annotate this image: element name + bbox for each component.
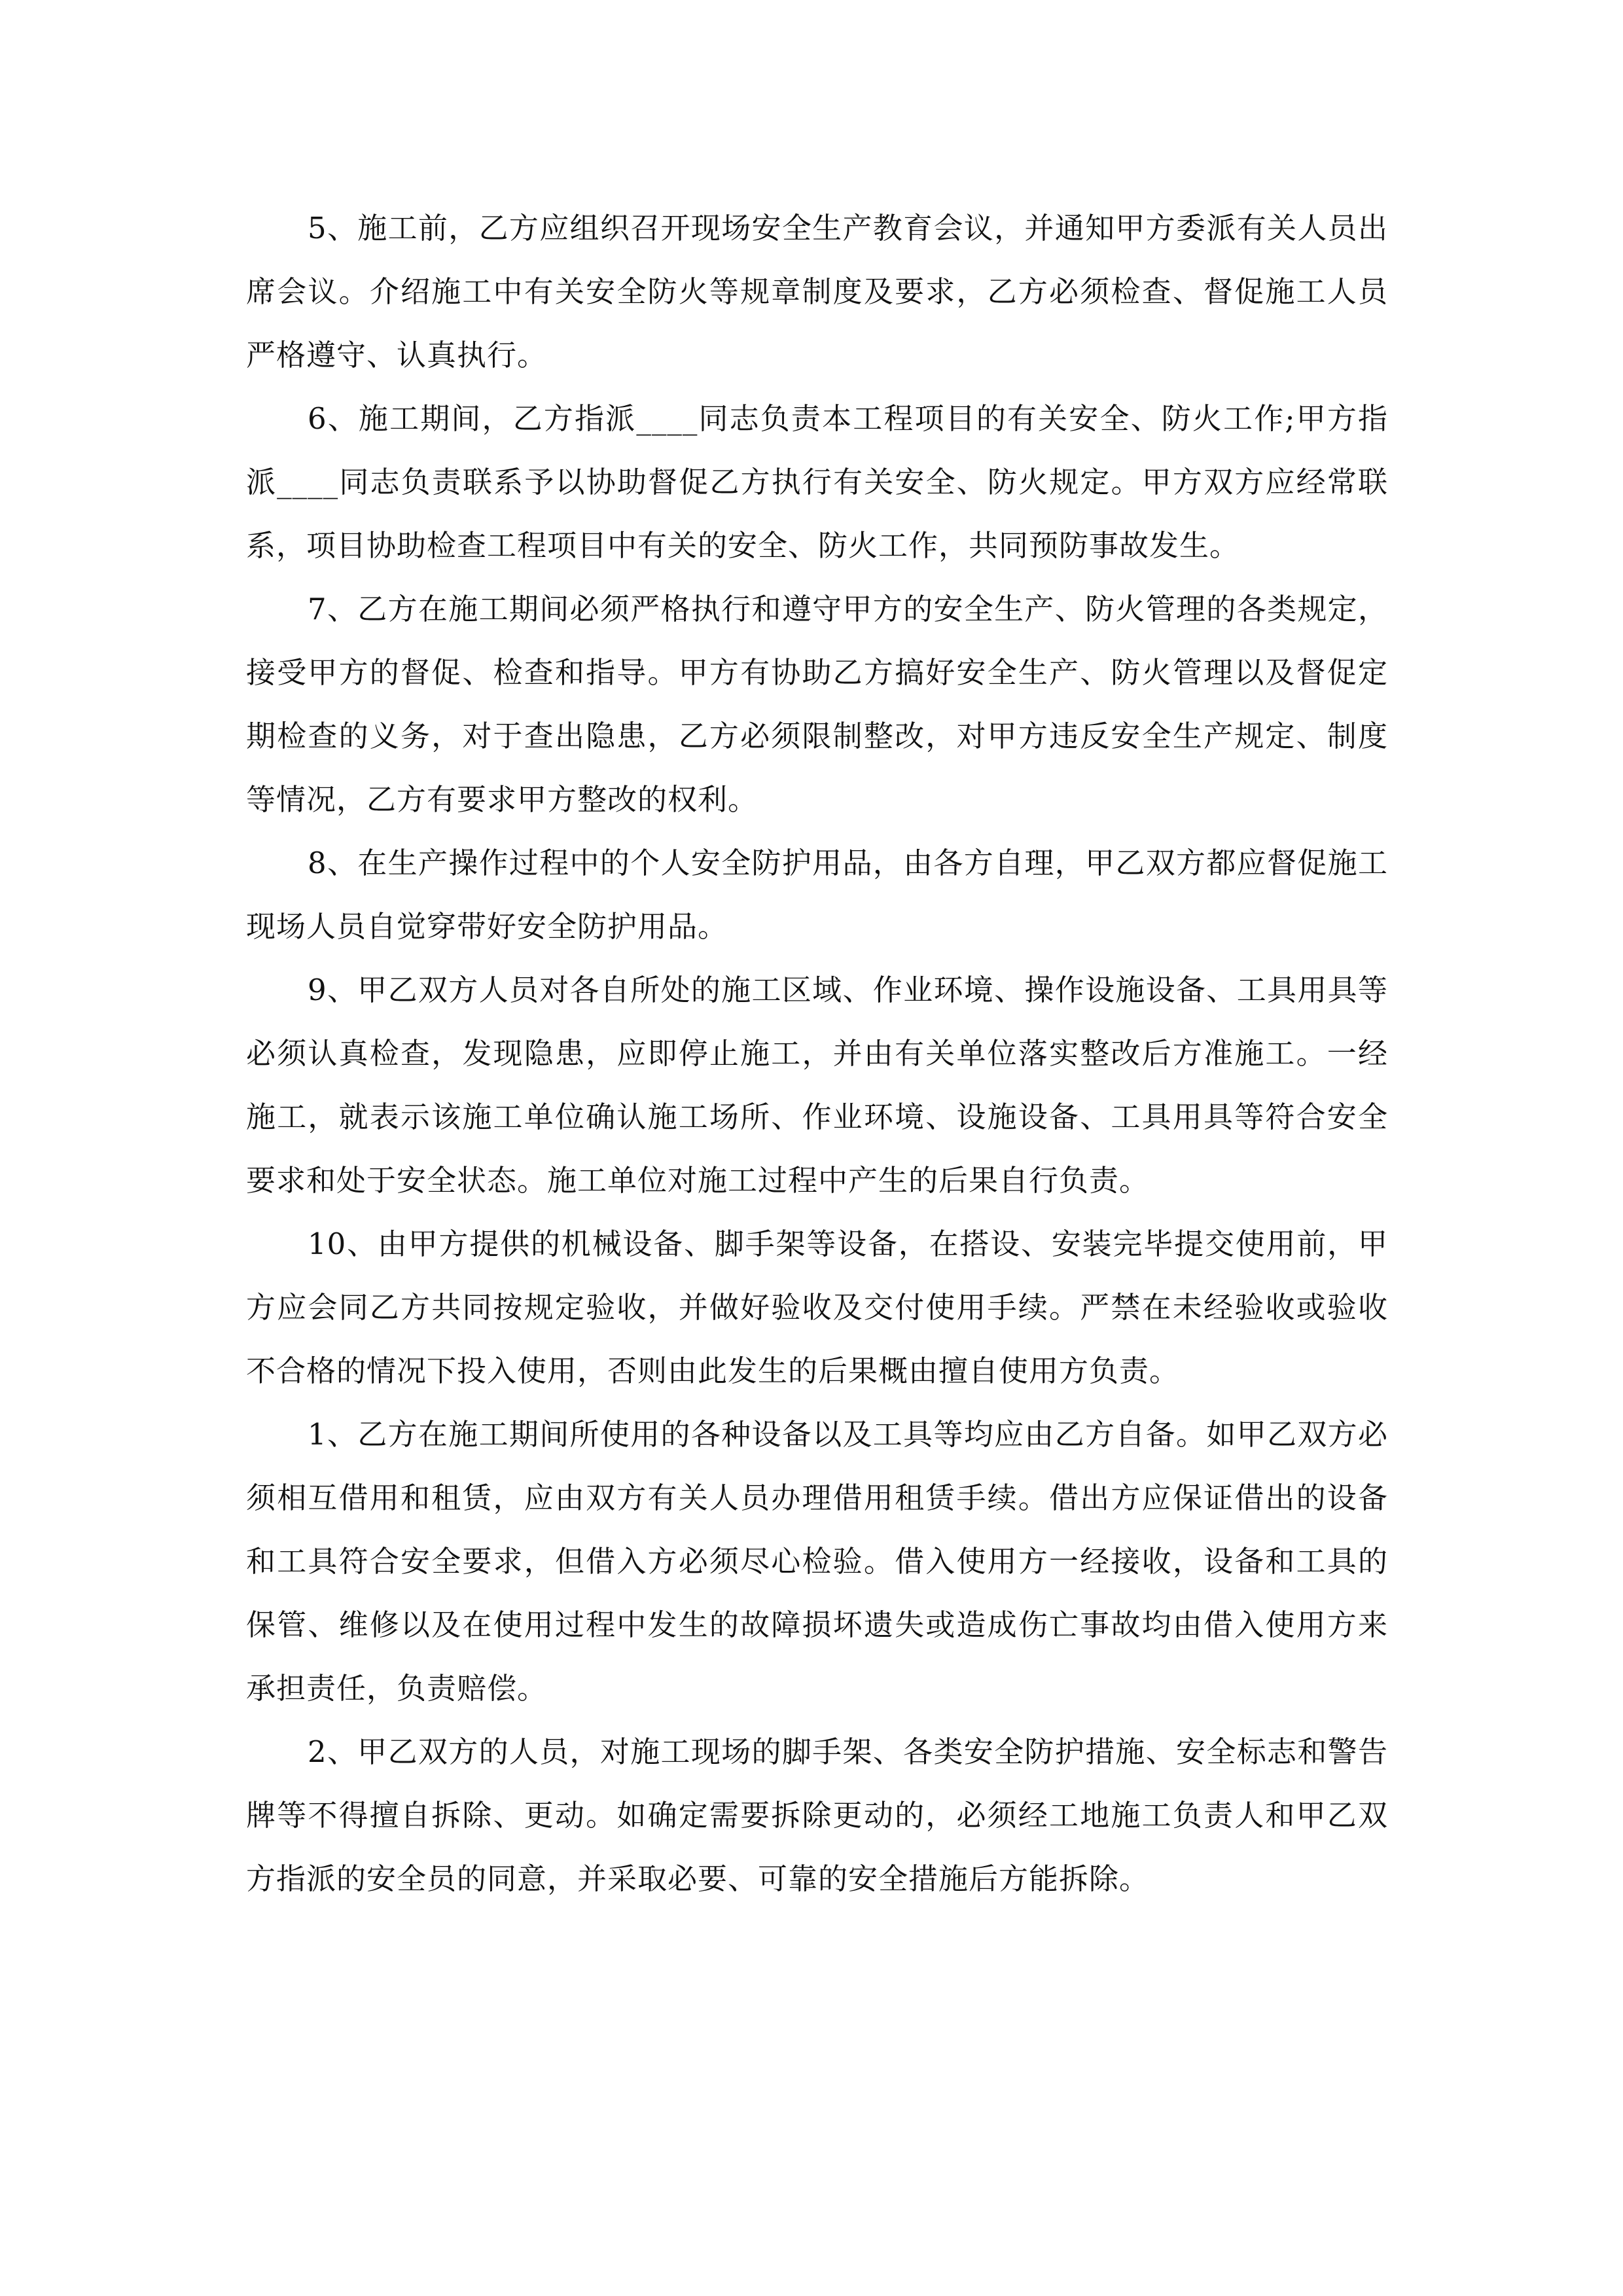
- paragraph-clause-7: 7、乙方在施工期间必须严格执行和遵守甲方的安全生产、防火管理的各类规定，接受甲方的督促、检查和指导。甲方有协助乙方搞好安全生产、防火管理以及督促定期检查的义务，对于查出隐患，乙方必须限制整改，对甲方违反安全生产规定、制度等情况，乙方有要求甲方整改的权利。: [246, 592, 1388, 817]
- paragraph-clause-5: 5、施工前，乙方应组织召开现场安全生产教育会议，并通知甲方委派有关人员出席会议。介绍施工中有关安全防火等规章制度及要求，乙方必须检查、督促施工人员严格遵守、认真执行。: [246, 211, 1388, 372]
- paragraph-clause-2: 2、甲乙双方的人员，对施工现场的脚手架、各类安全防护措施、安全标志和警告牌等不得擅自拆除、更动。如确定需要拆除更动的，必须经工地施工负责人和甲乙双方指派的安全员的同意，并采取必要、可靠的安全措施后方能拆除。: [246, 1734, 1388, 1896]
- document-body: [246, 196, 1388, 1910]
- paragraph-clause-9: 9、甲乙双方人员对各自所处的施工区域、作业环境、操作设施设备、工具用具等必须认真检查，发现隐患，应即停止施工，并由有关单位落实整改后方准施工。一经施工，就表示该施工单位确认施工场所、作业环境、设施设备、工具用具等符合安全要求和处于安全状态。施工单位对施工过程中产生的后果自行负责。: [246, 973, 1388, 1198]
- paragraph-clause-6: 6、施工期间，乙方指派____同志负责本工程项目的有关安全、防火工作;甲方指派____同志负责联系予以协助督促乙方执行有关安全、防火规定。甲方双方应经常联系，项目协助检查工程项目中有关的安全、防火工作，共同预防事故发生。: [246, 401, 1388, 563]
- paragraph-clause-8: 8、在生产操作过程中的个人安全防护用品，由各方自理，甲乙双方都应督促施工现场人员自觉穿带好安全防护用品。: [246, 846, 1388, 944]
- paragraph-clause-10: 10、由甲方提供的机械设备、脚手架等设备，在搭设、安装完毕提交使用前，甲方应会同乙方共同按规定验收，并做好验收及交付使用手续。严禁在未经验收或验收不合格的情况下投入使用，否则由此发生的后果概由擅自使用方负责。: [246, 1227, 1388, 1388]
- paragraph-clause-1: 1、乙方在施工期间所使用的各种设备以及工具等均应由乙方自备。如甲乙双方必须相互借用和租赁，应由双方有关人员办理借用租赁手续。借出方应保证借出的设备和工具符合安全要求，但借入方必须尽心检验。借入使用方一经接收，设备和工具的保管、维修以及在使用过程中发生的故障损坏遗失或造成伤亡事故均由借入使用方来承担责任，负责赔偿。: [246, 1417, 1388, 1706]
